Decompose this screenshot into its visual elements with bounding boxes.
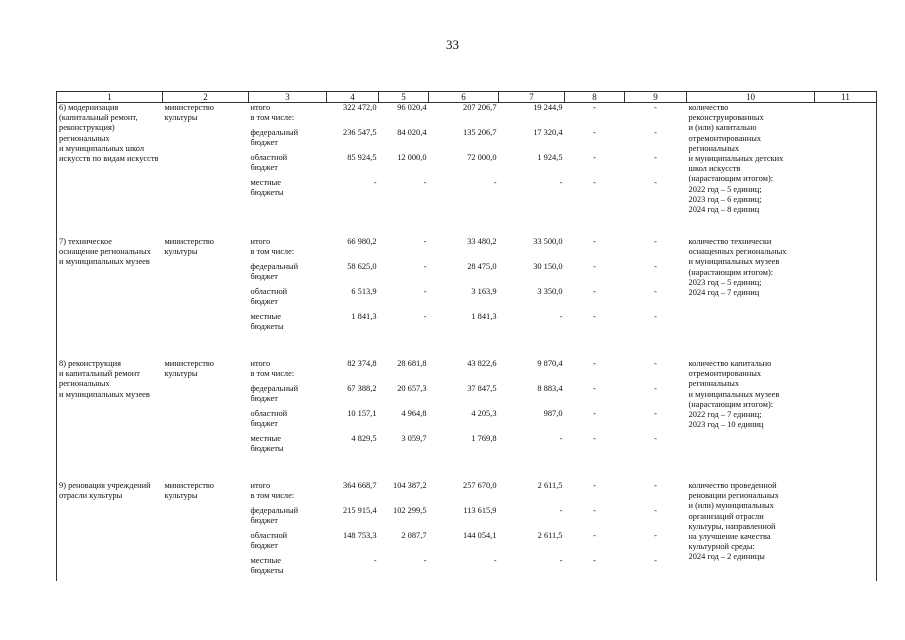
executor-cell [163, 103, 249, 216]
amount-value: - [654, 481, 657, 491]
funding-source [251, 409, 325, 434]
funding-source-cell [249, 103, 327, 216]
amount-value: - [654, 153, 657, 162]
funding-source-line: бюджеты [250, 566, 284, 576]
funding-source-line: итого [250, 481, 271, 491]
executor-line: министерство [164, 481, 214, 491]
result-line: на улучшение качества [688, 532, 771, 541]
result-line: региональных [688, 379, 740, 389]
amount-value: - [423, 287, 427, 297]
amount-value: - [559, 506, 563, 516]
amount-value: 2 087,7 [401, 531, 427, 541]
amount-value: 364 668,7 [343, 481, 377, 491]
funding-source-line: бюджет [250, 516, 278, 526]
result-line: и (или) капитально [688, 123, 757, 133]
amount-value: 102 299,5 [393, 506, 427, 516]
executor-line: культуры [164, 247, 198, 257]
amount-value: - [373, 178, 377, 187]
amount-cell-col8 [565, 237, 625, 337]
amount-value: - [593, 359, 596, 369]
amount-value: - [559, 434, 563, 444]
task-name-line: 9) реновация учреждений [59, 481, 151, 491]
amount-value: - [593, 434, 596, 444]
task-name-cell [57, 481, 163, 581]
amount-value: - [654, 506, 657, 516]
funding-source-line: федеральный [250, 506, 299, 516]
amount-value: 144 054,1 [463, 531, 497, 541]
result-line: отремонтированных [688, 133, 762, 143]
column-header: 9 [625, 92, 687, 103]
task-name-line: региональных [59, 133, 110, 143]
amount-value: 1 841,3 [351, 312, 377, 322]
result-cell [687, 103, 815, 216]
amount-value: - [593, 409, 596, 419]
amount-value: 1 924,5 [537, 153, 563, 162]
result-line: организаций отрасли [688, 511, 764, 521]
funding-source-cell [249, 481, 327, 581]
funding-source-line: областной [250, 287, 288, 297]
result-line: 2022 год – 5 единиц; [688, 184, 762, 194]
result-line: и муниципальных детских [688, 153, 784, 163]
amount-value: 9 870,4 [537, 359, 563, 369]
amount-value: 215 915,4 [343, 506, 377, 516]
amount-value: 1 769,8 [471, 434, 497, 444]
amount-value: - [593, 531, 596, 541]
amount-value: 113 615,9 [463, 506, 497, 516]
result-line: 2024 год – 2 единицы [688, 552, 765, 562]
column-header: 1 [57, 92, 163, 103]
amount-value: - [493, 178, 497, 187]
executor-line: культуры [164, 491, 198, 501]
amount-value: 4 964,8 [401, 409, 427, 419]
amount-value: - [654, 531, 657, 541]
amount-value: 66 980,2 [347, 237, 377, 247]
amount-value: - [654, 128, 657, 137]
result-line: 2022 год – 7 единиц; [688, 410, 762, 419]
result-line: отремонтированных [688, 369, 762, 379]
funding-source-line: местные [250, 178, 281, 187]
result-line: количество технически [688, 237, 772, 247]
amount-cell-col5 [379, 103, 429, 216]
amount-value: 28 681,8 [397, 359, 427, 369]
amount-value: 104 387,2 [393, 481, 427, 491]
task-name-line: и муниципальных школ [59, 143, 145, 153]
amount-cell-col9 [625, 359, 687, 459]
amount-value: 8 883,4 [537, 384, 563, 394]
funding-source [251, 103, 325, 128]
amount-value: 3 350,0 [537, 287, 563, 297]
funding-source-line: бюджет [250, 541, 278, 551]
funding-source [251, 531, 325, 556]
column-header: 2 [163, 92, 249, 103]
amount-value: 33 480,2 [467, 237, 497, 247]
result-line: количество капитально [688, 359, 772, 369]
funding-source-line: местные [250, 434, 281, 444]
amount-value: - [654, 103, 657, 112]
executor-line: министерство [164, 359, 214, 369]
funding-source-line: в том числе: [250, 113, 295, 123]
amount-value: 43 822,6 [467, 359, 497, 369]
amount-cell-col4 [327, 481, 379, 581]
funding-source-line: бюджеты [250, 188, 284, 198]
funding-source-line: федеральный [250, 128, 299, 137]
amount-value: - [593, 262, 596, 272]
task-name-line: региональных [59, 379, 110, 389]
task-name-line: отрасли культуры [59, 491, 123, 501]
task-row [57, 481, 877, 581]
amount-cell-col6 [429, 237, 499, 337]
note-cell [815, 359, 877, 459]
amount-value: - [493, 556, 497, 566]
funding-source-line: бюджет [250, 138, 278, 148]
task-name-line: оснащение региональных [59, 247, 151, 257]
task-row [57, 237, 877, 337]
task-name-line: 8) реконструкция [59, 359, 121, 369]
task-name-line: реконструкция) [59, 123, 115, 133]
column-header: 7 [499, 92, 565, 103]
column-header: 10 [687, 92, 815, 103]
amount-cell-col6 [429, 481, 499, 581]
result-line: оснащенных региональных [688, 247, 787, 257]
funding-source [251, 481, 325, 506]
result-line: (нарастающим итогом): [688, 267, 774, 277]
amount-cell-col9 [625, 103, 687, 216]
amount-value: - [654, 556, 657, 566]
task-name-line: и муниципальных музеев [59, 389, 150, 399]
spacer-cell [57, 459, 877, 481]
executor-line: культуры [164, 369, 198, 379]
funding-source [251, 287, 325, 312]
funding-source-line: федеральный [250, 384, 299, 394]
funding-source [251, 384, 325, 409]
funding-source-line: бюджеты [250, 322, 284, 332]
funding-source [251, 506, 325, 531]
note-cell [815, 481, 877, 581]
result-line: реконструированных [688, 113, 764, 123]
funding-source-line: бюджет [250, 419, 278, 429]
column-header: 4 [327, 92, 379, 103]
amount-value: 30 150,0 [533, 262, 563, 272]
amount-cell-col5 [379, 481, 429, 581]
spacer-row [57, 337, 877, 359]
amount-cell-col7 [499, 481, 565, 581]
task-row [57, 359, 877, 459]
funding-source-line: местные [250, 556, 281, 566]
result-line: (нарастающим итогом): [688, 399, 774, 409]
funding-source-line: областной [250, 153, 288, 162]
task-name-line: 6) модернизация [59, 103, 119, 112]
result-line: культуры, направленной [688, 521, 776, 531]
result-line: количество [688, 103, 729, 112]
amount-cell-col7 [499, 237, 565, 337]
amount-value: - [559, 312, 563, 322]
amount-value: - [593, 312, 596, 322]
amount-value: - [654, 359, 657, 369]
amount-value: - [654, 262, 657, 272]
funding-source-cell [249, 237, 327, 337]
amount-value: 37 847,5 [467, 384, 497, 394]
result-line: и муниципальных музеев [688, 257, 780, 267]
amount-value: 96 020,4 [397, 103, 427, 112]
task-name-line: и капитальный ремонт [59, 369, 140, 379]
funding-source-line: бюджеты [250, 444, 284, 454]
amount-value: 6 513,9 [351, 287, 377, 297]
amount-value: - [654, 409, 657, 419]
funding-source [251, 237, 325, 262]
amount-value: - [654, 237, 657, 247]
amount-value: 2 611,5 [537, 481, 563, 491]
funding-source-line: местные [250, 312, 281, 322]
column-header: 8 [565, 92, 625, 103]
amount-value: - [593, 481, 596, 491]
amount-value: - [654, 434, 657, 444]
executor-line: министерство [164, 103, 214, 112]
amount-value: - [593, 237, 596, 247]
column-header: 6 [429, 92, 499, 103]
amount-value: 10 157,1 [347, 409, 377, 419]
amount-value: 67 388,2 [347, 384, 377, 394]
result-line: 2024 год – 8 единиц [688, 204, 760, 214]
column-header: 3 [249, 92, 327, 103]
amount-value: - [423, 237, 427, 247]
amount-value: - [593, 384, 596, 394]
amount-value: 322 472,0 [343, 103, 377, 112]
executor-line: культуры [164, 113, 198, 123]
funding-source-line: бюджет [250, 163, 278, 173]
funding-source [251, 556, 325, 581]
amount-value: 257 670,0 [463, 481, 497, 491]
amount-value: 3 163,9 [471, 287, 497, 297]
spacer-cell [57, 337, 877, 359]
column-header: 5 [379, 92, 429, 103]
amount-cell-col9 [625, 237, 687, 337]
amount-value: - [423, 178, 427, 187]
funding-source-line: бюджет [250, 297, 278, 307]
amount-cell-col4 [327, 103, 379, 216]
result-line: школ искусств [688, 164, 741, 174]
result-cell [687, 359, 815, 459]
amount-value: 4 205,3 [471, 409, 497, 419]
funding-source-line: областной [250, 409, 288, 419]
amount-value: - [593, 153, 596, 162]
amount-value: 20 657,3 [397, 384, 427, 394]
result-line: количество проведенной [688, 481, 777, 491]
result-line: 2023 год – 6 единиц; [688, 194, 762, 204]
result-line: 2024 год – 7 единиц [688, 288, 760, 297]
result-line: реновации региональных [688, 491, 779, 501]
amount-cell-col5 [379, 237, 429, 337]
amount-value: - [593, 128, 596, 137]
funding-source-line: бюджет [250, 394, 278, 404]
amount-cell-col5 [379, 359, 429, 459]
amount-value: 58 625,0 [347, 262, 377, 272]
result-line: культурной среды: [688, 542, 755, 552]
task-name-cell [57, 237, 163, 337]
funding-source-line: в том числе: [250, 369, 295, 379]
funding-source-line: итого [250, 237, 271, 247]
amount-value: 82 374,8 [347, 359, 377, 369]
result-line: и (или) муниципальных [688, 501, 774, 511]
amount-value: - [559, 178, 563, 187]
funding-source-line: федеральный [250, 262, 299, 272]
amount-value: 987,0 [543, 409, 563, 419]
amount-value: 1 841,3 [471, 312, 497, 322]
funding-source [251, 262, 325, 287]
amount-value: - [593, 556, 596, 566]
task-name-line: 7) техническое [59, 237, 112, 247]
funding-source [251, 312, 325, 337]
amount-value: - [593, 287, 596, 297]
amount-value: 85 924,5 [347, 153, 377, 162]
amount-value: 72 000,0 [467, 153, 497, 162]
amount-value: - [423, 556, 427, 566]
amount-cell-col4 [327, 237, 379, 337]
amount-value: - [373, 556, 377, 566]
task-row [57, 103, 877, 216]
program-table [56, 91, 877, 581]
amount-cell-col8 [565, 103, 625, 216]
amount-value: - [654, 312, 657, 322]
result-line: (нарастающим итогом): [688, 174, 774, 184]
spacer-row [57, 459, 877, 481]
spacer-cell [57, 215, 877, 237]
amount-value: - [423, 312, 427, 322]
page-number: 33 [446, 37, 459, 52]
amount-value: - [593, 506, 596, 516]
amount-value: 84 020,4 [397, 128, 427, 137]
amount-cell-col9 [625, 481, 687, 581]
amount-cell-col4 [327, 359, 379, 459]
funding-source-line: в том числе: [250, 491, 295, 501]
amount-value: - [654, 384, 657, 394]
funding-source-line: итого [250, 359, 271, 369]
amount-value: 28 475,0 [467, 262, 497, 272]
amount-value: - [654, 287, 657, 297]
task-name-line: (капитальный ремонт, [59, 113, 138, 123]
amount-value: - [593, 178, 596, 187]
amount-value: 2 611,5 [537, 531, 563, 541]
note-cell [815, 103, 877, 216]
amount-value: 135 206,7 [463, 128, 497, 137]
funding-source [251, 153, 325, 178]
executor-cell [163, 481, 249, 581]
spacer-row [57, 215, 877, 237]
amount-value: 19 244,9 [533, 103, 563, 112]
amount-cell-col6 [429, 103, 499, 216]
column-header: 11 [815, 92, 877, 103]
task-name-line: и муниципальных музеев [59, 257, 150, 267]
header-row [57, 92, 877, 103]
amount-cell-col8 [565, 359, 625, 459]
result-line: 2023 год – 10 единиц [688, 420, 764, 430]
funding-source [251, 434, 325, 459]
amount-cell-col7 [499, 103, 565, 216]
funding-source-line: бюджет [250, 272, 278, 282]
amount-cell-col7 [499, 359, 565, 459]
amount-value: - [423, 262, 427, 272]
result-line: 2023 год – 5 единиц; [688, 277, 762, 287]
funding-source-cell [249, 359, 327, 459]
amount-value: 17 320,4 [533, 128, 563, 137]
amount-value: 207 206,7 [463, 103, 497, 112]
result-line: и муниципальных музеев [688, 389, 780, 399]
funding-source-line: областной [250, 531, 288, 541]
amount-cell-col8 [565, 481, 625, 581]
amount-value: - [593, 103, 596, 112]
result-cell [687, 481, 815, 581]
executor-line: министерство [164, 237, 214, 247]
funding-source [251, 359, 325, 384]
amount-value: 12 000,0 [397, 153, 427, 162]
amount-value: - [654, 178, 657, 187]
task-name-cell [57, 103, 163, 216]
note-cell [815, 237, 877, 337]
funding-source-line: итого [250, 103, 271, 112]
task-name-line: искусств по видам искусств [59, 153, 159, 163]
result-line: региональных [688, 143, 740, 153]
amount-value: - [559, 556, 563, 566]
amount-value: 3 059,7 [401, 434, 427, 444]
task-name-cell [57, 359, 163, 459]
funding-source [251, 178, 325, 203]
amount-cell-col6 [429, 359, 499, 459]
result-cell [687, 237, 815, 337]
funding-source [251, 128, 325, 153]
amount-value: 148 753,3 [343, 531, 377, 541]
executor-cell [163, 359, 249, 459]
executor-cell [163, 237, 249, 337]
amount-value: 4 829,5 [351, 434, 377, 444]
funding-source-line: в том числе: [250, 247, 295, 257]
amount-value: 236 547,5 [343, 128, 377, 137]
amount-value: 33 500,0 [533, 237, 563, 247]
